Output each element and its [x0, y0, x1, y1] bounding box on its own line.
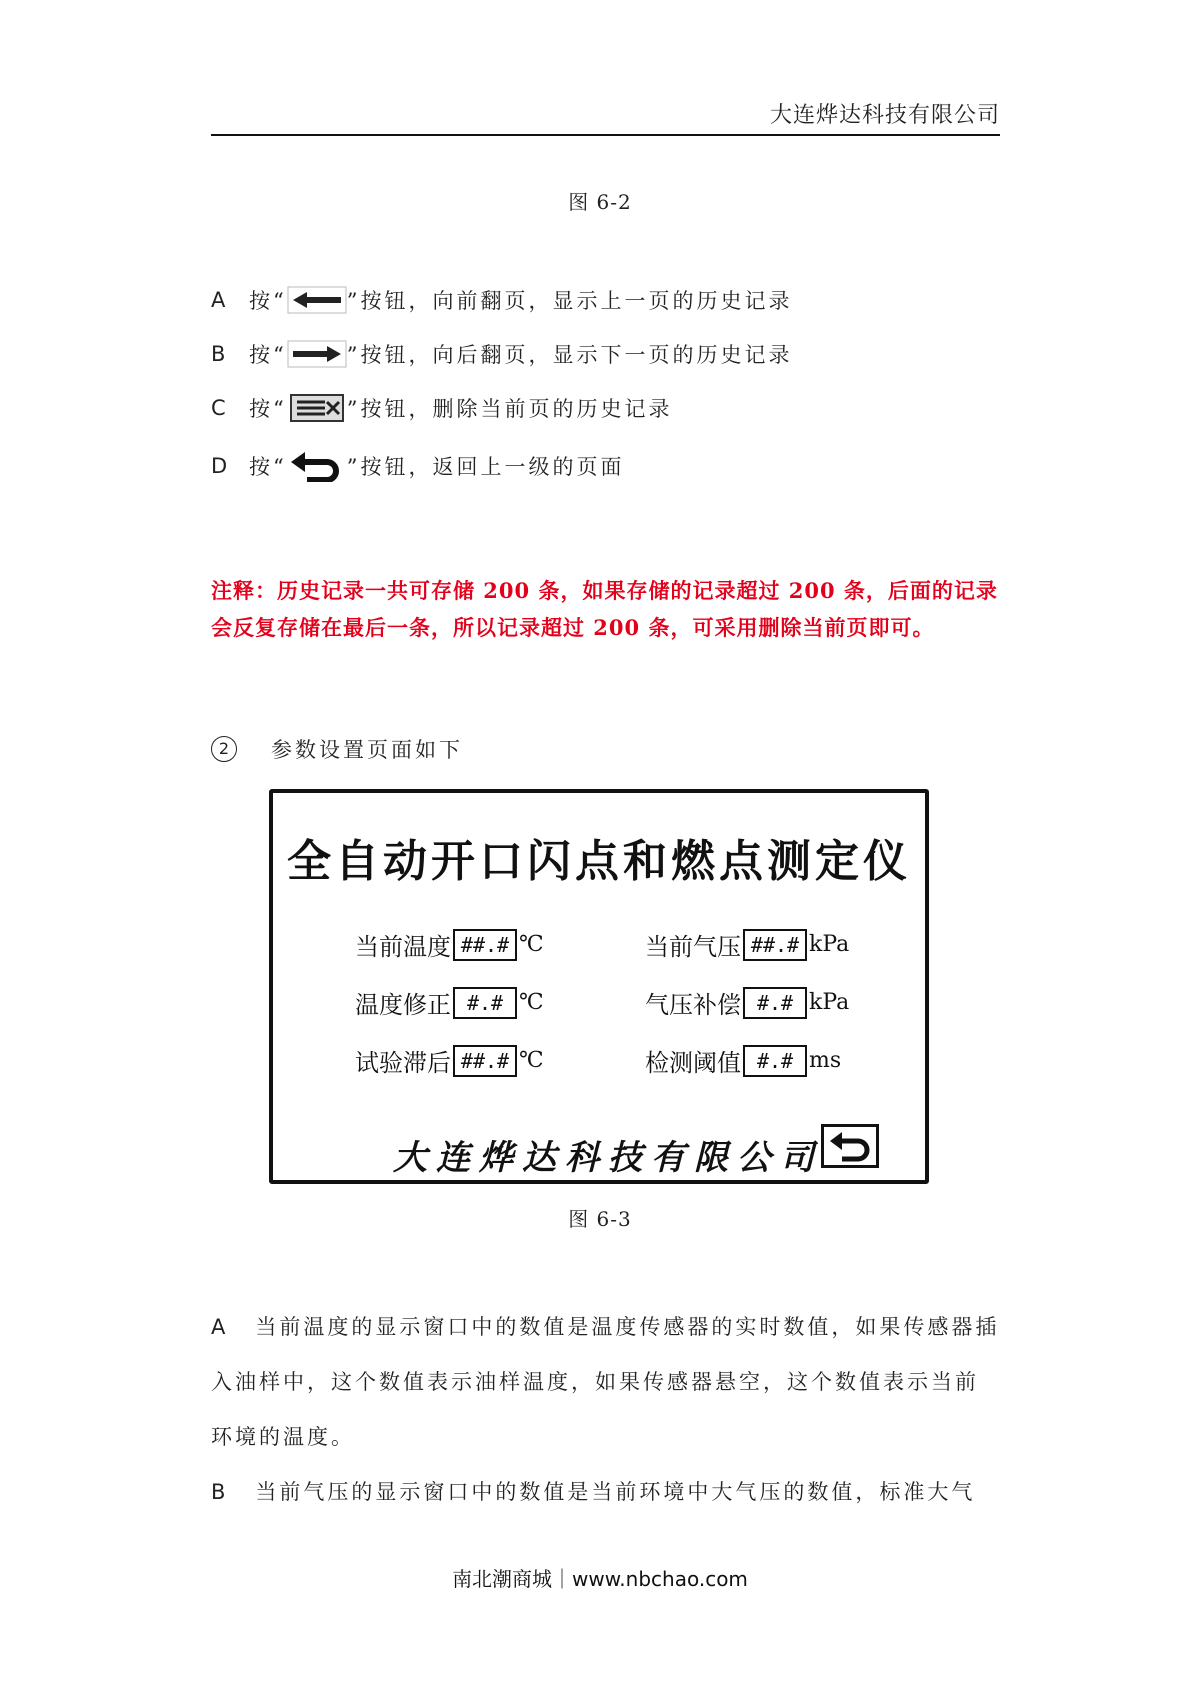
delete-page-icon [287, 392, 347, 424]
paragraph-a [211, 1300, 1001, 1465]
param-detection-threshold [645, 1043, 841, 1078]
figure-caption-6-3: 图 6-3 [568, 1207, 632, 1231]
param-label: 试验滞后 [355, 1049, 451, 1077]
instruction-suffix: ”按钮，删除当前页的历史记录 [346, 397, 673, 421]
back-button[interactable] [821, 1124, 879, 1168]
instruction-letter: C [211, 396, 226, 420]
param-current-temperature [355, 927, 544, 962]
param-test-lag [355, 1043, 544, 1078]
header-divider [211, 134, 1000, 136]
footer-site-link[interactable]: 南北潮商城｜www.nbchao.com [452, 1567, 748, 1591]
instruction-suffix: ”按钮，向后翻页，显示下一页的历史记录 [346, 343, 793, 367]
left-arrow-icon [287, 284, 347, 316]
param-unit: ℃ [519, 990, 544, 1015]
param-temperature-correction [355, 985, 544, 1020]
param-label: 当前温度 [355, 933, 451, 961]
instruction-prefix: 按“ [249, 343, 287, 367]
parameter-settings-screen [269, 789, 929, 1184]
return-icon [824, 1127, 876, 1165]
current-pressure-field[interactable]: ##.# [743, 929, 807, 961]
param-label: 当前气压 [645, 933, 741, 961]
param-unit: ℃ [519, 932, 544, 957]
test-lag-field[interactable]: ##.# [453, 1045, 517, 1077]
paragraph-letter: B [211, 1480, 226, 1504]
paragraph-text: 当前气压的显示窗口中的数值是当前环境中大气压的数值，标准大气 [255, 1480, 976, 1504]
instruction-suffix: ”按钮，返回上一级的页面 [346, 455, 625, 479]
instruction-prefix: 按“ [249, 289, 287, 313]
param-label: 温度修正 [355, 991, 451, 1019]
instruction-line-d [211, 448, 625, 484]
detection-threshold-field[interactable]: #.# [743, 1045, 807, 1077]
instruction-suffix: ”按钮，向前翻页，显示上一页的历史记录 [346, 289, 793, 313]
instruction-prefix: 按“ [249, 397, 287, 421]
figure-caption-6-2: 图 6-2 [568, 190, 632, 214]
history-storage-note: 注释：历史记录一共可存储 200 条，如果存储的记录超过 200 条，后面的记录会反复存储在最后一条，所以记录超过 200 条，可采用删除当前页即可。 [211, 578, 998, 640]
param-pressure-compensation [645, 985, 849, 1020]
return-icon [287, 450, 347, 482]
instruction-line-c [211, 390, 673, 426]
param-unit: ms [809, 1048, 842, 1073]
pressure-compensation-field[interactable]: #.# [743, 987, 807, 1019]
temperature-correction-field[interactable]: #.# [453, 987, 517, 1019]
param-label: 检测阈值 [645, 1049, 741, 1077]
param-current-pressure [645, 927, 849, 962]
paragraph-text: 当前温度的显示窗口中的数值是温度传感器的实时数值，如果传感器插入油样中，这个数值表示油样温度，如果传感器悬空，这个数值表示当前环境的温度。 [211, 1315, 1000, 1449]
param-label: 气压补偿 [645, 991, 741, 1019]
instruction-prefix: 按“ [249, 455, 287, 479]
paragraph-letter: A [211, 1315, 226, 1339]
paragraph-b [211, 1465, 1001, 1520]
instruction-line-b [211, 336, 792, 372]
param-unit: kPa [809, 932, 850, 957]
instruction-letter: B [211, 342, 226, 366]
section-number: 2 [211, 736, 237, 762]
section-title: 参数设置页面如下 [271, 738, 463, 762]
instruction-letter: D [211, 454, 228, 478]
instruction-letter: A [211, 288, 226, 312]
instruction-line-a [211, 282, 792, 318]
device-company-name: 大连烨达科技有限公司 [393, 1138, 823, 1178]
param-unit: kPa [809, 990, 850, 1015]
right-arrow-icon [287, 338, 347, 370]
param-unit: ℃ [519, 1048, 544, 1073]
section-heading [211, 734, 463, 764]
current-temperature-field[interactable]: ##.# [453, 929, 517, 961]
device-title: 全自动开口闪点和燃点测定仪 [287, 836, 911, 887]
header-company-name: 大连烨达科技有限公司 [769, 103, 1000, 128]
